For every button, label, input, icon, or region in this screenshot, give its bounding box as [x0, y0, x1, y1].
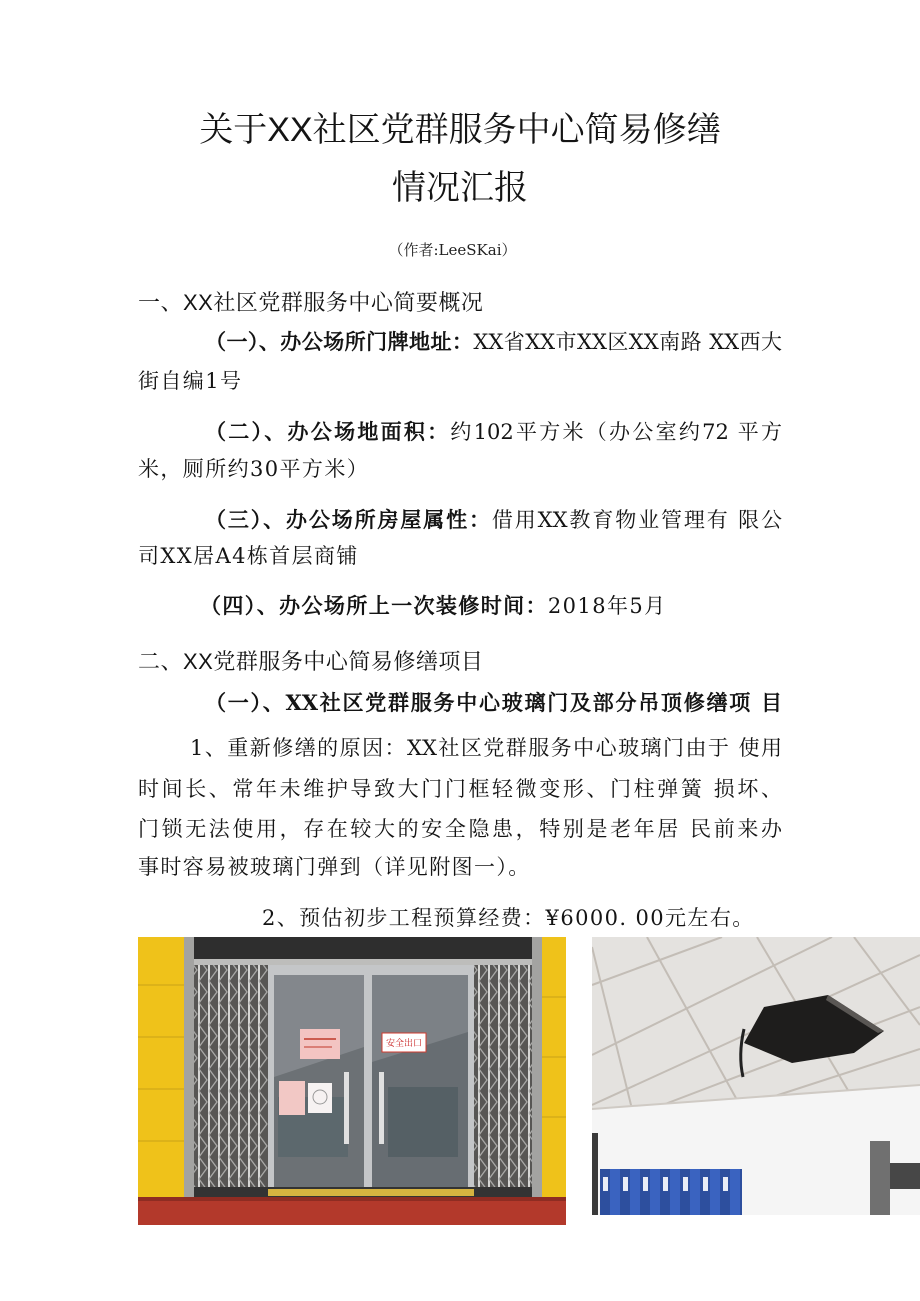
top-beam-edge — [194, 959, 532, 965]
floor-edge — [138, 1197, 566, 1201]
document-author: （作者:LeeSKai） — [388, 241, 517, 259]
glass-door-photo — [138, 937, 566, 1225]
area-value-part1: 约102平方米（办公室约72 平方 — [450, 420, 783, 444]
wall-fixture — [890, 1163, 920, 1189]
yellow-wall-right — [542, 937, 566, 1225]
address-label: （一）、办公场所门牌地址： — [205, 329, 474, 354]
renovation-value: 2018年5月 — [547, 594, 667, 618]
section2-subheading: （一）、XX社区党群服务中心玻璃门及部分吊顶修缮项 目 — [205, 690, 782, 715]
folding-gate-left — [194, 965, 268, 1197]
address-line1 — [205, 331, 782, 353]
notice-paper — [300, 1029, 340, 1059]
glass-reflection — [388, 1087, 458, 1157]
property-value-part2: 司XX居A4栋首层商铺 — [138, 544, 359, 568]
door-handle-left — [344, 1072, 349, 1144]
notice-paper — [308, 1083, 332, 1113]
section1-heading: 一、XX社区党群服务中心简要概况 — [138, 290, 484, 315]
section2-heading: 二、XX党群服务中心简易修缮项目 — [138, 649, 484, 674]
folding-gate-right — [474, 965, 532, 1197]
top-beam — [194, 937, 532, 959]
document-title-line2: 情况汇报 — [392, 169, 528, 207]
blue-binders — [600, 1169, 742, 1215]
notice-paper — [279, 1081, 305, 1115]
threshold-strip — [268, 1189, 474, 1196]
exit-sign-text: 安全出口 — [385, 1039, 423, 1049]
metal-pole — [870, 1141, 890, 1215]
area-value-part2: 米，厕所约30平方米） — [138, 457, 370, 481]
renovation-line — [200, 595, 667, 617]
reason-line: 1、重新修缮的原因：XX社区党群服务中心玻璃门由于 使用 — [190, 736, 782, 760]
address-value-part1: XX省XX市XX区XX南路 XX西大 — [473, 330, 782, 354]
steel-post-right — [532, 937, 542, 1225]
budget-line: 2、预估初步工程预算经费：¥6000. 00元左右。 — [262, 906, 755, 930]
reason-line: 事时容易被玻璃门弹到（详见附图一）。 — [138, 855, 531, 879]
ceiling-photo — [592, 937, 920, 1215]
steel-post-left — [184, 937, 194, 1225]
door-handle-right — [379, 1072, 384, 1144]
property-label: （三）、办公场所房屋属性： — [205, 507, 492, 532]
address-value-part2: 街自编1号 — [138, 369, 243, 393]
renovation-label: （四）、办公场所上一次装修时间： — [200, 593, 548, 618]
reason-line: 门锁无法使用，存在较大的安全隐患，特别是老年居 民前来办 — [138, 817, 782, 841]
yellow-wall-left — [138, 937, 184, 1225]
area-label: （二）、办公场地面积： — [205, 419, 451, 444]
reason-line: 时间长、常年未维护导致大门门框轻微变形、门柱弹簧 损坏、 — [138, 777, 782, 801]
property-value-part1: 借用XX教育物业管理有 限公 — [491, 508, 783, 532]
area-line1 — [205, 421, 782, 443]
property-line1 — [205, 509, 782, 531]
left-column — [592, 1133, 598, 1215]
exit-sign — [382, 1033, 426, 1052]
red-floor — [138, 1197, 566, 1225]
document-title-line1: 关于XX社区党群服务中心简易修缮 — [199, 111, 721, 149]
